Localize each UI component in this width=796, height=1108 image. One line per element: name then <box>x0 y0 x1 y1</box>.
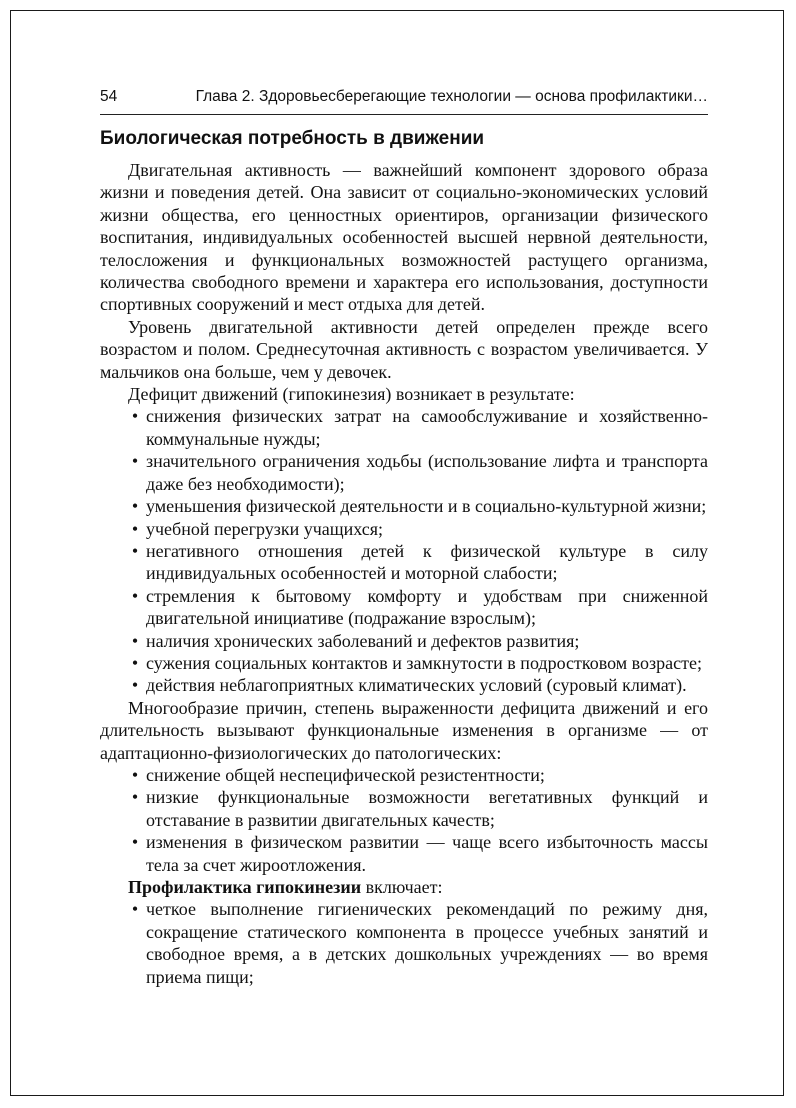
effects-list <box>100 764 708 876</box>
list-item <box>100 405 708 450</box>
list-item <box>100 585 708 630</box>
list-item-text: изменения в физическом развитии — чаще всего избыточность массы тела за счет жироотложения. <box>146 832 708 875</box>
bullet-icon: • <box>131 652 139 673</box>
body-text <box>100 159 708 988</box>
page-number: 54 <box>100 88 118 105</box>
paragraph-consequences-intro: Многообразие причин, степень выраженности дефицита движений и его длительность вызывают функциональные изменения в организме — от адаптационно-физиологических до патологических: <box>100 697 708 763</box>
list-item <box>100 898 708 988</box>
bullet-icon: • <box>131 540 139 561</box>
list-item <box>100 518 708 540</box>
paragraph-age-sex: Уровень двигательной активности детей определен прежде всего возрастом и полом. Среднесуточная активность с возрастом увеличивается. У мальчиков она больше, чем у девочек. <box>100 316 708 382</box>
running-header <box>100 84 708 115</box>
bullet-icon: • <box>131 496 139 517</box>
bullet-icon: • <box>131 832 139 853</box>
prevention-list <box>100 898 708 988</box>
bullet-icon: • <box>131 675 139 696</box>
list-item-text: четкое выполнение гигиенических рекомендаций по режиму дня, сокращение статического компонента в процессе учебных занятий и свободное время, а в детских дошкольных учреждениях — во время приема пищи; <box>146 899 708 987</box>
bullet-icon: • <box>131 406 139 427</box>
bullet-icon: • <box>131 518 139 539</box>
bullet-icon: • <box>131 451 139 472</box>
list-item-text: снижение общей неспецифической резистентности; <box>146 764 545 785</box>
bullet-icon: • <box>131 787 139 808</box>
paragraph-deficit-intro: Дефицит движений (гипокинезия) возникает в результате: <box>128 384 575 405</box>
bullet-icon: • <box>131 630 139 651</box>
list-item-text: низкие функциональные возможности вегетативных функций и отставание в развитии двигательных качеств; <box>146 787 708 830</box>
bullet-icon: • <box>131 764 139 785</box>
list-item-text: уменьшения физической деятельности и в социально-культурной жизни; <box>146 496 707 517</box>
list-item-text: действия неблагоприятных климатических условий (суровый климат). <box>146 675 687 696</box>
list-item <box>100 540 708 585</box>
running-title: Глава 2. Здоровьесберегающие технологии — основа профилактики… <box>195 88 708 105</box>
prevention-lead-in: Профилактика гипокинезии <box>128 877 362 897</box>
paragraph-prevention-intro <box>100 876 708 898</box>
list-item-text: сужения социальных контактов и замкнутости в подростковом возрасте; <box>146 652 702 673</box>
prevention-intro-text: включает: <box>361 877 443 897</box>
list-item <box>100 786 708 831</box>
paragraph-activity: Двигательная активность — важнейший компонент здорового образа жизни и поведения детей. Она зависит от социально-экономических условий жизни общества, его ценностных ориентиров, организации физического воспитания, индивидуальных особенностей высшей нервной деятельности, телосложения и функциональных возможностей растущего организма, количества свободного времени и характера его использования, доступности спортивных сооружений и мест отдыха для детей. <box>100 160 708 315</box>
list-item <box>100 674 708 696</box>
causes-list <box>100 405 708 696</box>
list-item-text: снижения физических затрат на самообслуживание и хозяйственно-коммунальные нужды; <box>146 406 708 449</box>
list-item <box>100 495 708 517</box>
bullet-icon: • <box>131 585 139 606</box>
list-item-text: учебной перегрузки учащихся; <box>146 518 383 539</box>
bullet-icon: • <box>131 899 139 920</box>
list-item <box>100 652 708 674</box>
list-item <box>100 450 708 495</box>
list-item <box>100 764 708 786</box>
list-item-text: значительного ограничения ходьбы (использование лифта и транспорта даже без необходимости); <box>146 451 708 494</box>
list-item <box>100 831 708 876</box>
list-item-text: негативного отношения детей к физической культуре в силу индивидуальных особенностей и моторной слабости; <box>146 540 708 584</box>
section-heading: Биологическая потребность в движении <box>100 128 485 149</box>
list-item-text: стремления к бытовому комфорту и удобствам при сниженной двигательной инициативе (подражание взрослым); <box>146 585 708 629</box>
list-item-text: наличия хронических заболеваний и дефектов развития; <box>146 630 580 651</box>
list-item <box>100 630 708 652</box>
